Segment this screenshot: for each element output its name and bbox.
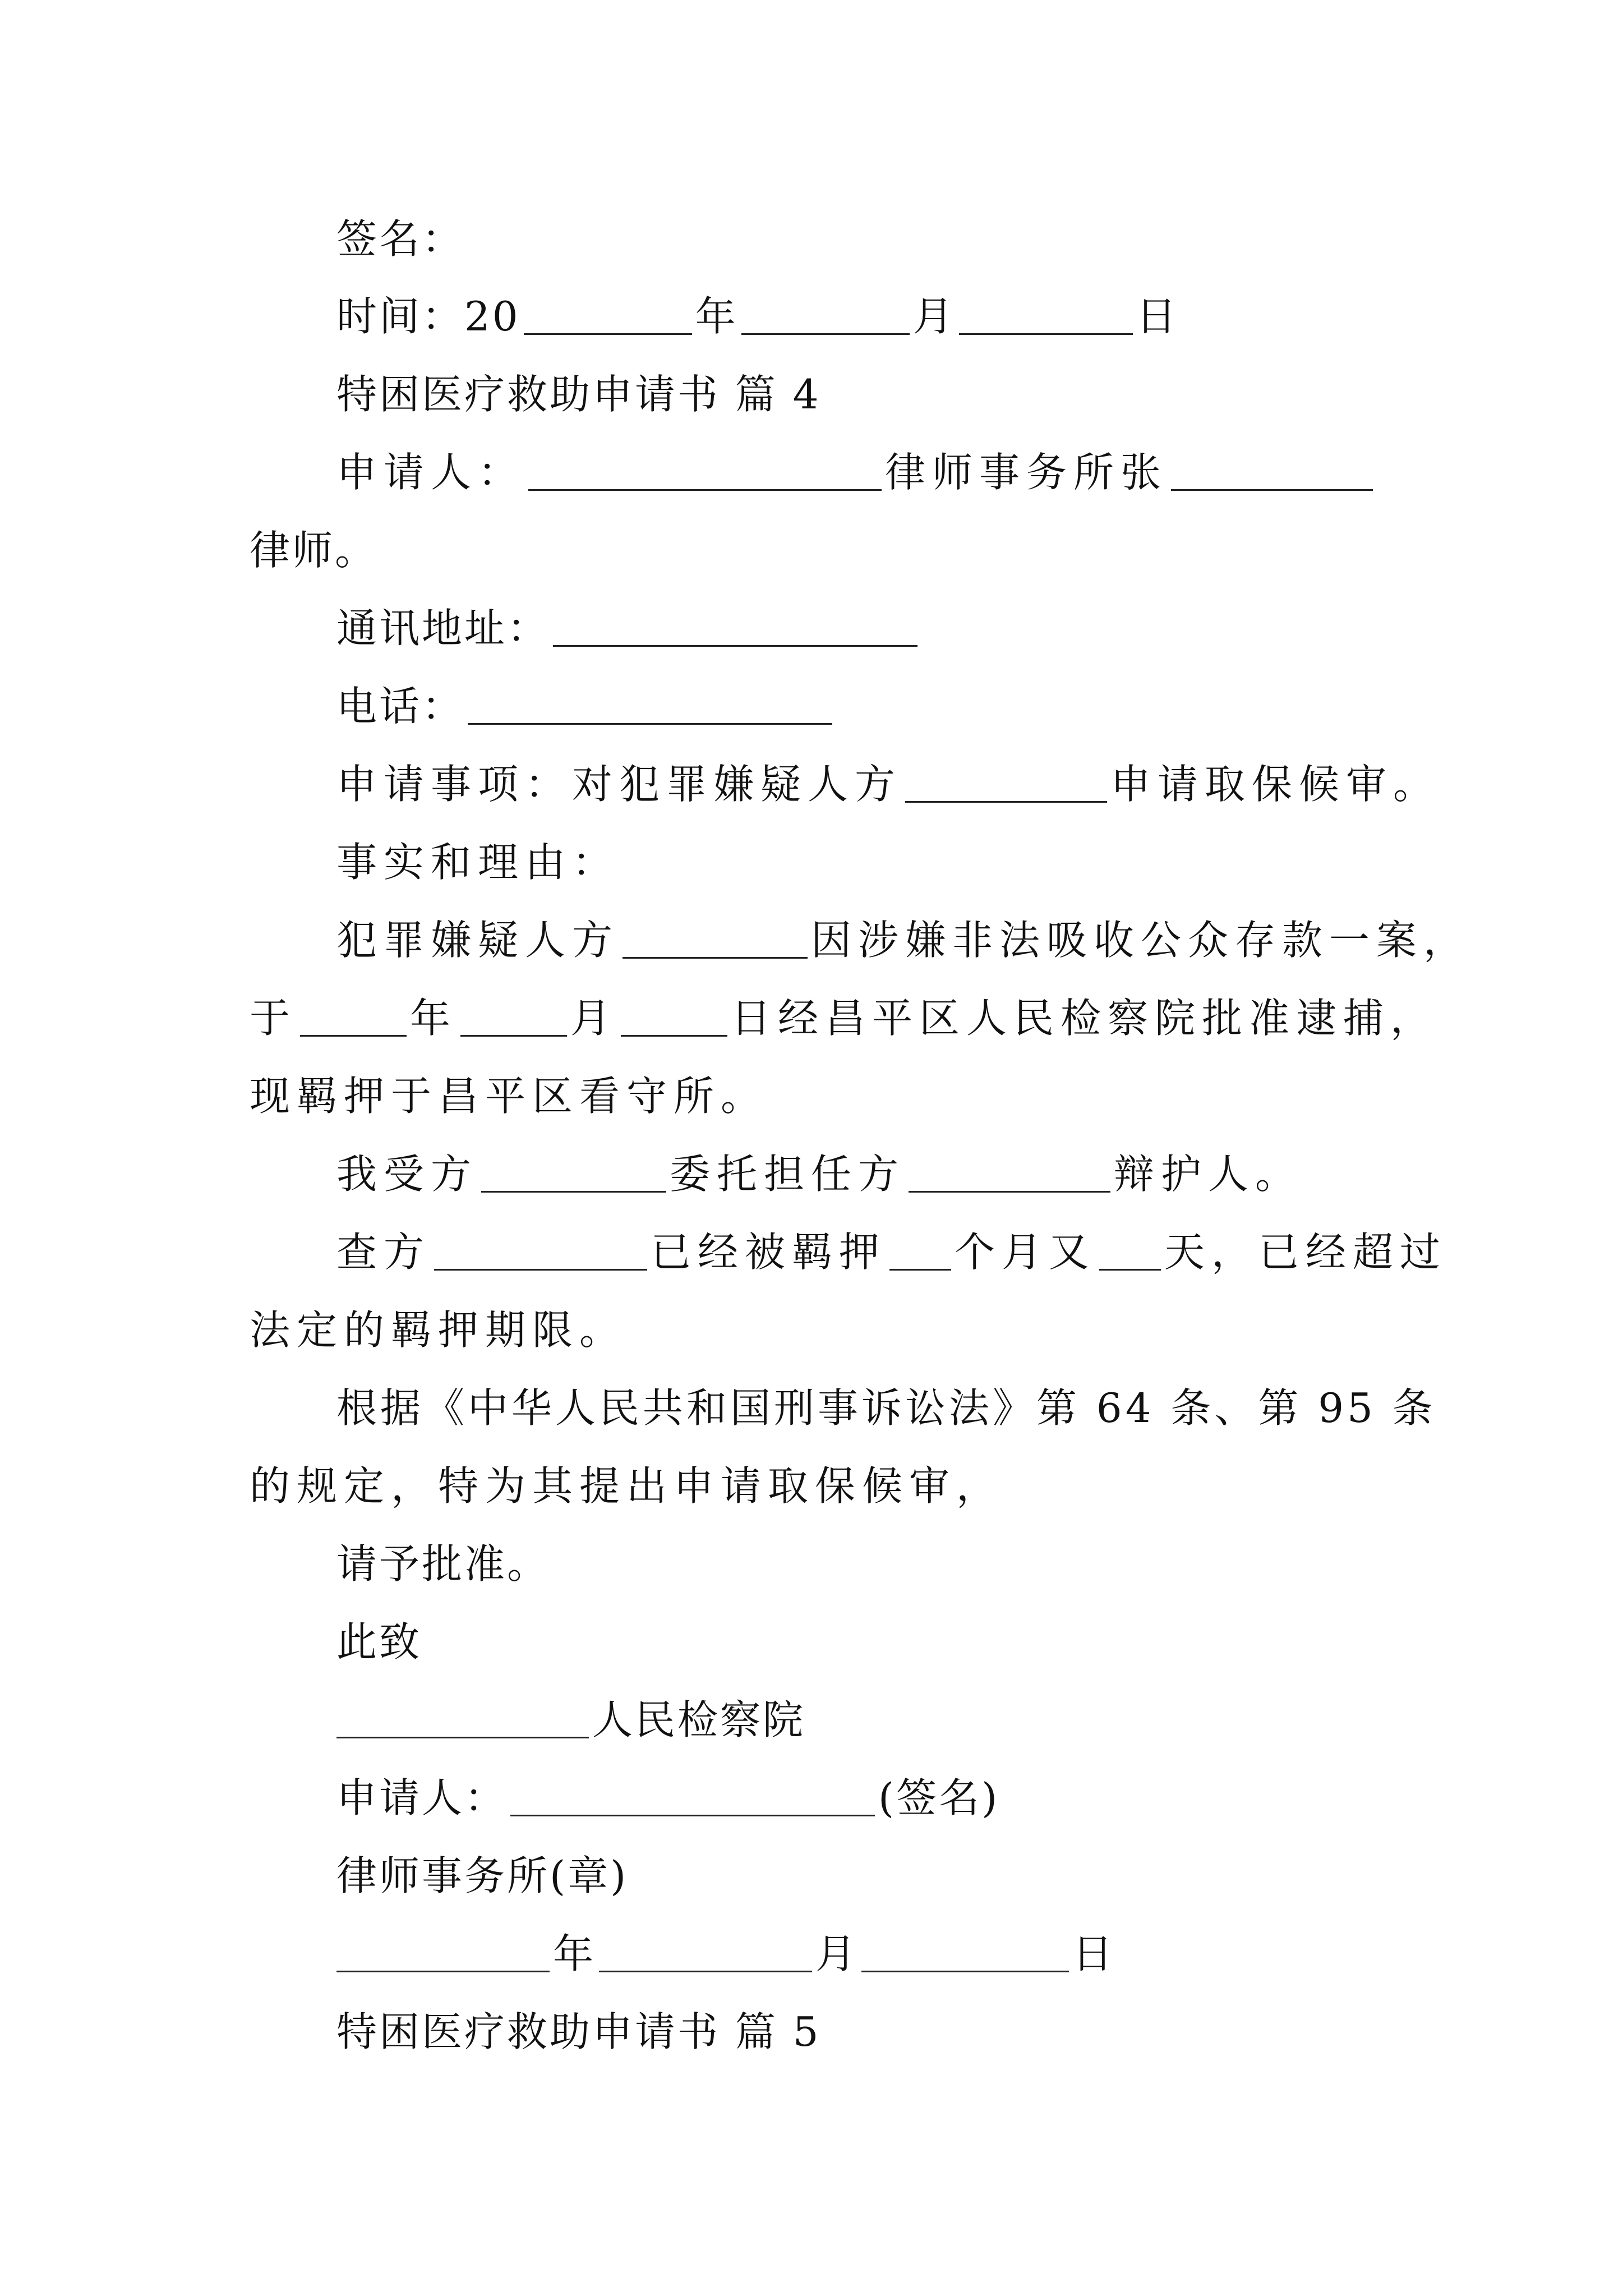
request-text: 请予批准。 bbox=[336, 1540, 550, 1588]
day-label: 日 bbox=[1136, 293, 1179, 340]
procuratorate-text: 人民检察院 bbox=[592, 1696, 806, 1743]
day-blank-2 bbox=[861, 1937, 1069, 1972]
closing-line bbox=[336, 1615, 422, 1669]
facts-heading bbox=[336, 835, 619, 889]
date-prefix: 时间：20 bbox=[336, 293, 520, 340]
date-line-1 bbox=[336, 289, 1179, 343]
facts-heading-text: 事实和理由： bbox=[336, 839, 620, 886]
address-blank bbox=[553, 611, 917, 647]
phone-blank bbox=[468, 689, 832, 725]
matter-line bbox=[336, 757, 1440, 811]
matter-prefix: 申请事项：对犯罪嫌疑人方 bbox=[336, 761, 902, 808]
request-line bbox=[336, 1537, 550, 1591]
signature-line bbox=[336, 212, 464, 266]
closing-text: 此致 bbox=[336, 1618, 422, 1665]
legal-basis-text-2: 的规定，特为其提出申请取保候审， bbox=[250, 1462, 1004, 1510]
month-label: 月 bbox=[912, 293, 956, 340]
facts-2-line bbox=[336, 1147, 1302, 1201]
year-label: 年 bbox=[695, 293, 738, 340]
day-label-2: 日 bbox=[1072, 1930, 1115, 1977]
section-5-title: 特困医疗救助申请书 bbox=[336, 2008, 721, 2055]
facts-2-prefix: 我受方 bbox=[336, 1151, 478, 1198]
facts-1-suffix: 因涉嫌非法吸收公众存款一案， bbox=[811, 917, 1471, 964]
year-blank bbox=[524, 300, 692, 335]
facts-3-line-1 bbox=[336, 1225, 1447, 1279]
client-name-blank bbox=[481, 1157, 666, 1193]
applicant-firm: 律师事务所张 bbox=[885, 449, 1168, 496]
arrest-year-blank bbox=[300, 1001, 407, 1037]
section-4-title: 特困医疗救助申请书 bbox=[336, 371, 721, 418]
lawyer-suffix: 律师。 bbox=[250, 527, 378, 574]
suspect-name-blank bbox=[905, 767, 1107, 803]
month-blank bbox=[741, 300, 910, 335]
applicant-sign-blank bbox=[510, 1781, 875, 1816]
facts-2-suffix: 辩护人。 bbox=[1114, 1151, 1303, 1198]
applicant-line bbox=[336, 445, 1376, 499]
applicant-sign-line bbox=[336, 1771, 999, 1825]
section-4-number: 篇 4 bbox=[735, 371, 821, 418]
section-5-number: 篇 5 bbox=[735, 2008, 821, 2055]
date-line-2 bbox=[336, 1927, 1115, 1981]
facts-1-line-2 bbox=[250, 991, 1437, 1045]
arrest-month-blank bbox=[460, 1001, 567, 1037]
phone-label: 电话： bbox=[336, 683, 465, 730]
facts-3-line-2 bbox=[250, 1303, 626, 1357]
address-line bbox=[336, 601, 921, 655]
months-blank bbox=[889, 1235, 951, 1271]
legal-basis-text-1: 根据《中华人民共和国刑事诉讼法》第 64 条、第 95 条 bbox=[336, 1384, 1436, 1432]
firm-seal-line bbox=[336, 1849, 628, 1903]
facts-3-days: 天，已经超过 bbox=[1164, 1228, 1447, 1276]
arrest-day-blank bbox=[621, 1001, 727, 1037]
phone-line bbox=[336, 679, 836, 733]
address-label: 通讯地址： bbox=[336, 605, 550, 652]
arrest-year-label: 年 bbox=[410, 995, 458, 1042]
applicant-blank bbox=[528, 455, 882, 491]
applicant-label: 申请人： bbox=[336, 449, 525, 496]
facts-2-middle: 委托担任方 bbox=[670, 1151, 906, 1198]
facts-3-detained: 已经被羁押 bbox=[651, 1228, 887, 1276]
lawyer-name-blank bbox=[1171, 455, 1373, 491]
day-blank bbox=[959, 300, 1133, 335]
procuratorate-blank bbox=[336, 1703, 589, 1738]
legal-basis-line-1 bbox=[336, 1381, 1436, 1435]
matter-suffix: 申请取保候审。 bbox=[1110, 761, 1441, 808]
facts-1-line-1 bbox=[336, 913, 1470, 967]
signature-label: 签名： bbox=[336, 215, 465, 263]
facts-3-prefix: 查方 bbox=[336, 1228, 431, 1276]
defendant-name-blank bbox=[909, 1157, 1110, 1193]
facts-1-prefix: 犯罪嫌疑人方 bbox=[336, 917, 620, 964]
facts-1-start: 于 bbox=[250, 995, 297, 1042]
suspect-name-blank-2 bbox=[623, 923, 808, 959]
facts-3-line2: 法定的羁押期限。 bbox=[250, 1306, 627, 1354]
applicant-sign-note: (签名) bbox=[878, 1774, 1000, 1821]
days-blank bbox=[1099, 1235, 1161, 1271]
month-label-2: 月 bbox=[815, 1930, 859, 1977]
facts-1-rest: 日经昌平区人民检察院批准逮捕， bbox=[731, 995, 1438, 1042]
facts-1-line-3 bbox=[250, 1069, 768, 1123]
section-4-heading bbox=[336, 367, 821, 421]
year-blank-2 bbox=[336, 1937, 550, 1972]
procuratorate-line bbox=[336, 1693, 805, 1747]
legal-basis-line-2 bbox=[250, 1459, 1003, 1513]
applicant-sign-label: 申请人： bbox=[336, 1774, 508, 1821]
year-label-2: 年 bbox=[553, 1930, 596, 1977]
arrest-month-label: 月 bbox=[570, 995, 618, 1042]
month-blank-2 bbox=[599, 1937, 812, 1972]
facts-1-line3: 现羁押于昌平区看守所。 bbox=[250, 1073, 768, 1120]
applicant-line-cont bbox=[250, 523, 377, 577]
firm-seal-text: 律师事务所(章) bbox=[336, 1852, 629, 1899]
section-5-heading bbox=[336, 2005, 821, 2059]
facts-3-months: 个月又 bbox=[955, 1228, 1096, 1276]
suspect-name-blank-3 bbox=[434, 1235, 647, 1271]
